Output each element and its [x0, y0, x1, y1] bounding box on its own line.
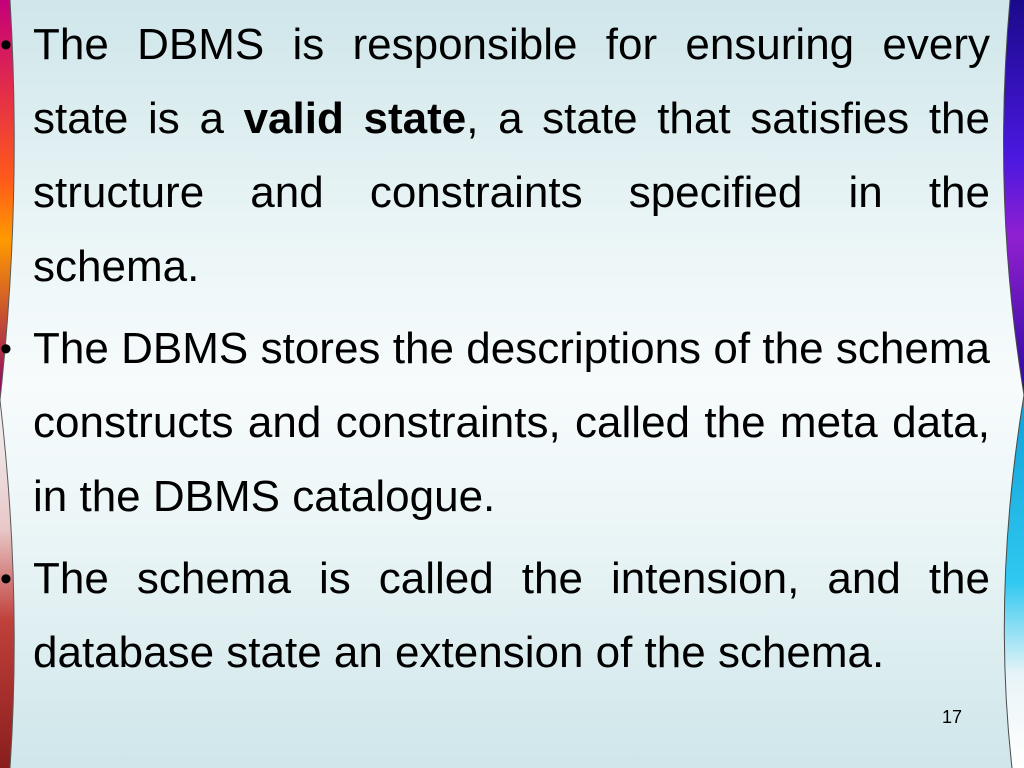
slide-body — [33, 8, 990, 698]
bullet-intension-extension — [33, 542, 990, 690]
bold-term-valid-state: valid state — [243, 94, 467, 143]
right-top-spindle — [1004, 0, 1024, 395]
bullet-text: The DBMS stores the descriptions of the schema constructs and constraints, called the meta data, in the DBMS catalogue. — [33, 324, 990, 521]
bullet-text: , a state that satisfies the structure and constraints specified in the schema. — [33, 94, 990, 291]
slide-number: 17 — [941, 707, 962, 727]
bullet-text: The schema is called the intension, and the database state an extension of the schema. — [33, 554, 990, 677]
bullet-meta-data — [33, 312, 990, 534]
bullet-valid-state — [33, 8, 990, 304]
bullet-text: The DBMS is responsible for ensuring every state is a — [33, 20, 990, 143]
